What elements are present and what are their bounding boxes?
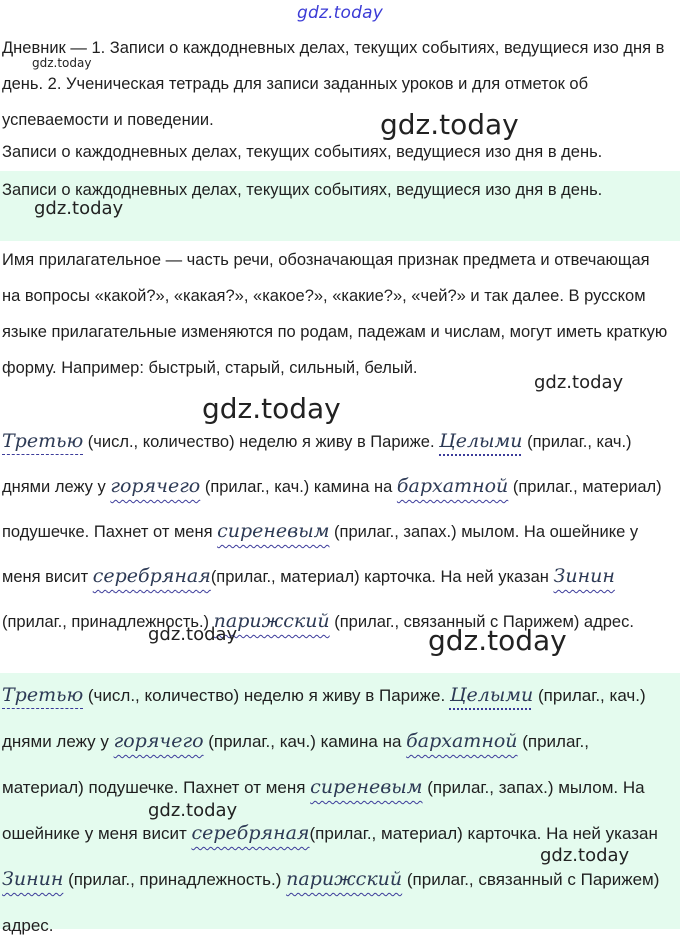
annotation: (прилаг., запах.) мылом. На ошейнике у меня висит — [2, 778, 645, 843]
watermark: gdz.today — [428, 624, 567, 657]
word-adjective: горячего — [113, 730, 204, 752]
watermark: gdz.today — [34, 198, 124, 219]
annotation: (прилаг., запах.) мылом. На ошейнике у меня висит — [2, 523, 639, 586]
watermark: gdz.today — [32, 56, 92, 70]
annotation: (прилаг., материал) подушечке. Пахнет от меня — [2, 478, 662, 541]
watermark: gdz.today — [202, 392, 341, 425]
annotation: (прилаг., кач.) камина на — [200, 478, 397, 496]
word-numeral: Третью — [2, 430, 84, 452]
watermark: gdz.today — [148, 624, 238, 645]
annotation: (числ., количество) неделю я живу в Париже. — [83, 433, 440, 451]
annotation: (прилаг., связанный с Парижем) адрес. — [2, 870, 660, 935]
annotation: (прилаг., связанный с Парижем) адрес. — [329, 613, 634, 631]
annotation: (прилаг., принадлежность.) — [2, 613, 214, 631]
word-adjective: Целыми — [449, 684, 534, 706]
word-adjective: Целыми — [439, 430, 523, 452]
definition-text: Дневник — 1. Записи о каждодневных делах, текущих событиях, ведущиеся изо дня в день. 2. Ученическая тетрадь для записи заданных уроков и для отметок об успеваемости и поведении. — [2, 39, 665, 129]
watermark: gdz.today — [534, 372, 624, 393]
word-adjective: серебряная — [191, 822, 310, 844]
word-numeral: Третью — [2, 684, 84, 706]
annotation: (прилаг., материал) подушечке. Пахнет от меня — [2, 732, 590, 797]
watermark: gdz.today — [380, 108, 519, 141]
parsed-sentence — [0, 420, 680, 645]
watermark: gdz.today — [148, 800, 238, 821]
word-adjective: бархатной — [396, 475, 509, 497]
short-answer-text: Записи о каждодневных делах, текущих событиях, ведущиеся изо дня в день. — [2, 143, 603, 161]
annotation: (числ., количество) неделю я живу в Париже. — [83, 686, 450, 705]
adjective-definition-text: Имя прилагательное — часть речи, обозначающая признак предмета и отвечающая на вопросы «какой?», «какая?», «какое?», «какие?», «чей?» и так далее. В русском языке прилагательные изменяются по родам, падежам и числам, могут иметь краткую форму. Например: быстрый, старый, сильный, белый. — [2, 251, 668, 377]
annotation: (прилаг., материал) карточка. На ней указан — [309, 824, 658, 843]
word-adjective: Зинин — [2, 868, 64, 890]
word-adjective: серебряная — [92, 565, 211, 587]
highlighted-answer-text: Записи о каждодневных делах, текущих событиях, ведущиеся изо дня в день. — [2, 181, 603, 199]
word-adjective: парижский — [286, 868, 403, 890]
word-adjective: сиреневым — [217, 520, 330, 542]
word-adjective: Зинин — [553, 565, 615, 587]
annotation: (прилаг., кач.) камина на — [203, 732, 407, 751]
word-adjective: горячего — [110, 475, 201, 497]
annotation: (прилаг., принадлежность.) — [63, 870, 287, 889]
annotation: (прилаг., кач.) днями лежу у — [2, 433, 632, 496]
word-adjective: парижский — [213, 610, 330, 632]
annotation: (прилаг., кач.) днями лежу у — [2, 686, 646, 751]
word-adjective: бархатной — [406, 730, 518, 752]
watermark: gdz.today — [540, 845, 630, 866]
highlighted-sentence-box — [0, 673, 680, 935]
site-logo[interactable]: gdz.today — [296, 3, 384, 23]
annotation: (прилаг., материал) карточка. На ней указан — [210, 568, 554, 586]
word-adjective: сиреневым — [310, 776, 423, 798]
